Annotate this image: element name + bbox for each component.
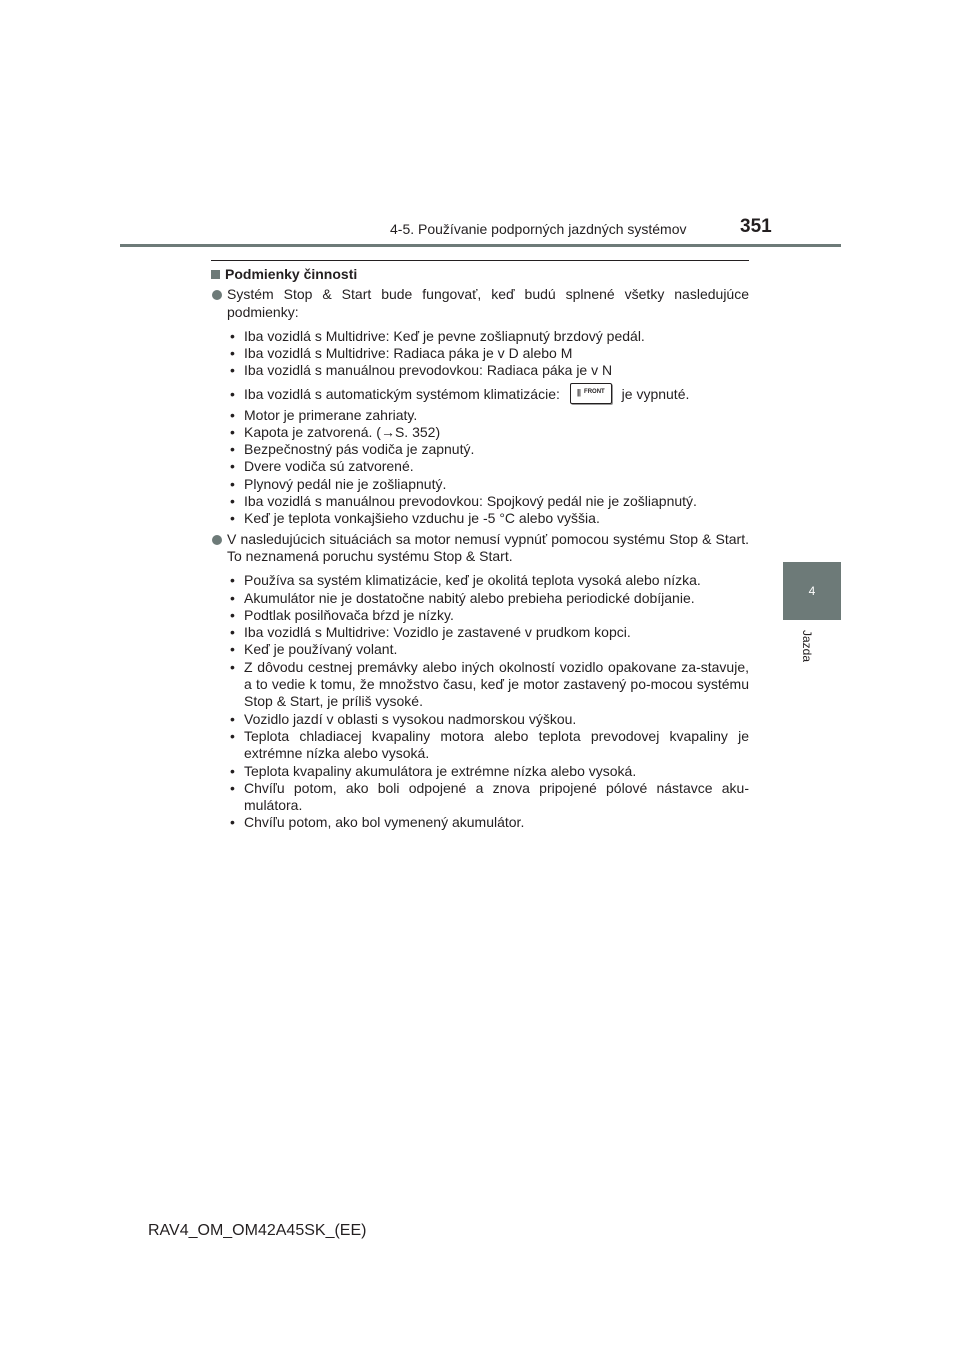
- exception-intro: [211, 531, 749, 566]
- list-item: • Bezpečnostný pás vodiča je zapnutý.: [227, 441, 749, 458]
- chapter-label: Jazda: [800, 630, 814, 663]
- list-item: • Chvíľu potom, ako boli odpojené a znova pripojené pólové nástavce aku-mulátora.: [227, 780, 749, 815]
- list-item: • Dvere vodiča sú zatvorené.: [227, 458, 749, 475]
- climate-front-button-icon: [570, 383, 612, 404]
- list-item: • Iba vozidlá s manuálnou prevodovkou: Radiaca páka je v N: [227, 362, 749, 379]
- list-item: • Chvíľu potom, ako bol vymenený akumulátor.: [227, 814, 749, 831]
- chapter-number: 4: [808, 584, 816, 598]
- list-item: • Keď je používaný volant.: [227, 641, 749, 658]
- list-item: • Iba vozidlá s Multidrive: Radiaca páka je v D alebo M: [227, 345, 749, 362]
- page-content: [211, 266, 749, 835]
- section-heading: [211, 266, 749, 283]
- list-item: • Akumulátor nie je dostatočne nabitý alebo prebieha periodické dobíjanie.: [227, 590, 749, 607]
- list-item: • Kapota je zatvorená. (→S. 352): [227, 424, 749, 441]
- list-item: • Iba vozidlá s Multidrive: Keď je pevne zošliapnutý brzdový pedál.: [227, 328, 749, 345]
- list-item: • Vozidlo jazdí v oblasti s vysokou nadmorskou výškou.: [227, 711, 749, 728]
- list-item: • Používa sa systém klimatizácie, keď je okolitá teplota vysoká alebo nízka.: [227, 572, 749, 589]
- list-item: • Z dôvodu cestnej premávky alebo iných okolností vozidlo opakovane za-stavuje, a to vedie k tomu, že množstvo času, keď je motor zastavený po-mocou systému Stop & Start, je príliš vysoké.: [227, 659, 749, 711]
- climate-text-before: Iba vozidlá s automatickým systémom klimatizácie:: [244, 385, 560, 402]
- header-rule: [120, 244, 841, 247]
- footer-doc-code: RAV4_OM_OM42A45SK_(EE): [148, 1222, 367, 1239]
- list-item: • Keď je teplota vonkajšieho vzduchu je -5 °C alebo vyššia.: [227, 510, 749, 527]
- list-item: • Podtlak posilňovača bŕzd je nízky.: [227, 607, 749, 624]
- climate-text-after: je vypnuté.: [621, 385, 690, 402]
- header-section-title: 4-5. Používanie podporných jazdných systémov: [390, 221, 687, 237]
- list-item: • Plynový pedál nie je zošliapnutý.: [227, 476, 749, 493]
- list-item: • Teplota kvapaliny akumulátora je extrémne nízka alebo vysoká.: [227, 763, 749, 780]
- section-heading-text: Podmienky činnosti: [225, 266, 358, 282]
- list-item: • Iba vozidlá s manuálnou prevodovkou: Spojkový pedál nie je zošliapnutý.: [227, 493, 749, 510]
- front-label: FRONT: [584, 389, 605, 396]
- fan-bars-icon: |||: [576, 388, 581, 398]
- chapter-tab: [783, 562, 841, 620]
- exception-intro-text: V nasledujúcich situáciách sa motor nemusí vypnúť pomocou systému Stop & Start. To neznamená poruchu systému Stop & Start.: [227, 530, 749, 564]
- square-bullet-icon: [211, 270, 220, 279]
- list-item: • Motor je primerane zahriaty.: [227, 407, 749, 424]
- list-item-climate: [227, 386, 749, 404]
- list-item: • Iba vozidlá s Multidrive: Vozidlo je zastavené v prudkom kopci.: [227, 624, 749, 641]
- conditions-list: [211, 328, 749, 528]
- condition-intro-text: Systém Stop & Start bude fungovať, keď budú splnené všetky nasledujúce podmienky:: [227, 286, 749, 320]
- circle-bullet-icon: [212, 290, 222, 300]
- situations-list: [211, 572, 749, 831]
- condition-intro: [211, 286, 749, 321]
- section-divider: [211, 260, 749, 261]
- list-item: • Teplota chladiacej kvapaliny motora alebo teplota prevodovej kvapaliny je extrémne nízka alebo vysoká.: [227, 728, 749, 763]
- circle-bullet-icon: [212, 535, 222, 545]
- page-number: 351: [740, 216, 772, 237]
